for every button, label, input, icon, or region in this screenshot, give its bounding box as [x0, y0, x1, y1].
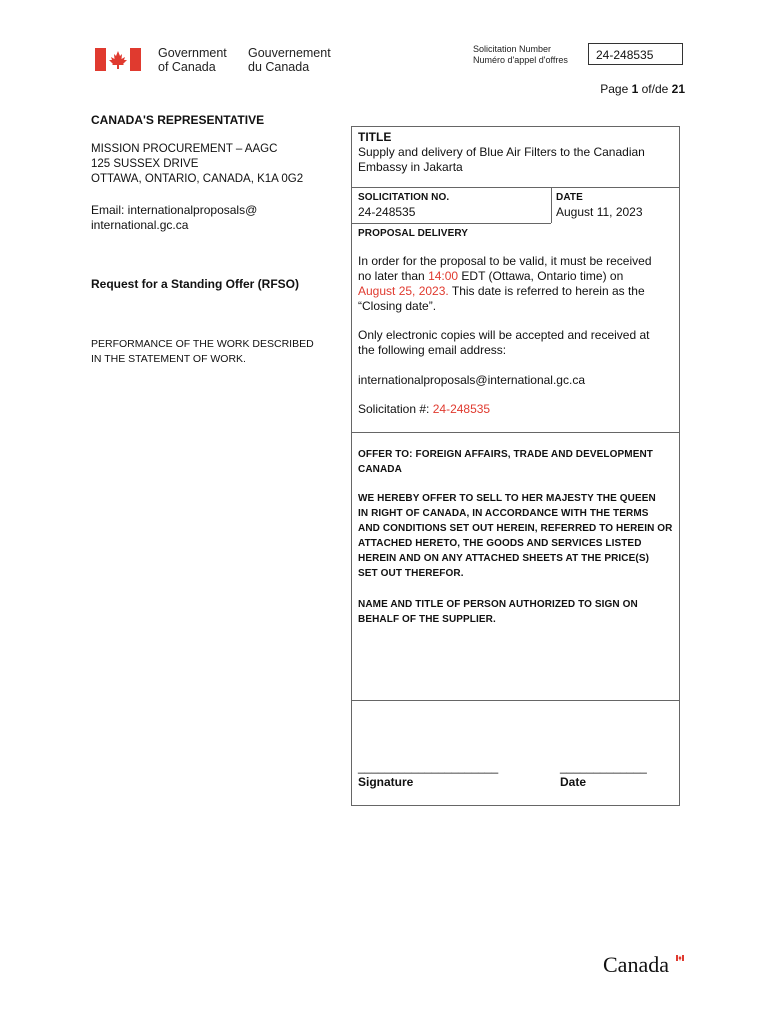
canada-flag-icon	[95, 48, 141, 71]
offer-line1: OFFER TO: FOREIGN AFFAIRS, TRADE AND DEVELOPMENT	[358, 449, 653, 460]
date-value: August 11, 2023	[556, 205, 643, 219]
date-line: _____________	[560, 760, 647, 774]
divider-title	[352, 187, 679, 188]
divider-solno	[352, 223, 551, 224]
offer-statement	[358, 491, 672, 581]
signature-date-label: Date	[560, 775, 587, 789]
delivery-line3	[358, 284, 676, 299]
address-line2: 125 SUSSEX DRIVE	[91, 158, 199, 170]
email-line1: Email: internationalproposals@	[91, 203, 258, 217]
page-total: 21	[671, 82, 685, 96]
signature-line: _____________________	[358, 760, 499, 774]
closing-date: August 25, 2023.	[358, 284, 449, 298]
solicitation-no-value: 24-248535	[358, 205, 416, 219]
page-mid: of/de	[638, 82, 672, 96]
authorized-line1: NAME AND TITLE OF PERSON AUTHORIZED TO SIGN ON	[358, 599, 638, 610]
submission-email[interactable]: internationalproposals@international.gc.ca	[358, 373, 585, 387]
page-current: 1	[631, 82, 639, 96]
signature-label: Signature	[358, 775, 414, 789]
email-line2: international.gc.ca	[91, 218, 189, 232]
wordmark-flag-icon	[676, 955, 684, 961]
solicitation-no-section	[358, 190, 449, 220]
solicitation-box	[351, 126, 680, 806]
offer-to	[358, 447, 653, 477]
gov-fr-line1: Gouvernement	[248, 46, 331, 60]
performance-note	[91, 337, 314, 367]
canada-wordmark: Canada	[603, 952, 669, 977]
title-label: TITLE	[358, 130, 392, 144]
title-line1: Supply and delivery of Blue Air Filters to the Canadian	[358, 145, 645, 159]
gov-en-line2: of Canada	[158, 60, 216, 74]
title-section	[358, 130, 645, 175]
offer-statement-line4: ATTACHED HERETO, THE GOODS AND SERVICES LISTED	[358, 538, 642, 549]
authorized-line2: BEHALF OF THE SUPPLIER.	[358, 614, 496, 625]
divider-date	[551, 187, 552, 223]
email-block	[91, 203, 257, 233]
divider-offer	[352, 432, 679, 433]
page-number	[560, 82, 685, 96]
title-line2: Embassy in Jakarta	[358, 160, 463, 174]
electronic-copies-note	[358, 328, 650, 358]
closing-time: 14:00	[428, 269, 459, 283]
solicitation-ref-label: Solicitation #:	[358, 402, 433, 416]
gov-fr-wordmark	[248, 46, 331, 74]
representative-heading: CANADA'S REPRESENTATIVE	[91, 113, 265, 127]
address-line3: OTTAWA, ONTARIO, CANADA, K1A 0G2	[91, 173, 304, 185]
gov-en-wordmark	[158, 46, 227, 74]
offer-statement-line1: WE HEREBY OFFER TO SELL TO HER MAJESTY THE QUEEN	[358, 493, 656, 504]
delivery-line3-rest: This date is referred to herein as the	[448, 284, 645, 298]
delivery-line1: In order for the proposal to be valid, it must be received	[358, 254, 652, 268]
solicitation-ref	[358, 402, 490, 417]
solicitation-number-box: 24-248535	[588, 43, 683, 65]
electronic-line2: the following email address:	[358, 343, 507, 357]
address-block	[91, 142, 303, 187]
performance-line2: IN THE STATEMENT OF WORK.	[91, 353, 246, 365]
delivery-instructions	[358, 254, 676, 314]
gov-fr-line2: du Canada	[248, 60, 310, 74]
offer-statement-line2: IN RIGHT OF CANADA, IN ACCORDANCE WITH THE TERMS	[358, 508, 649, 519]
solicitation-label-en: Solicitation Number	[473, 44, 552, 54]
date-section	[556, 190, 643, 220]
performance-line1: PERFORMANCE OF THE WORK DESCRIBED	[91, 338, 314, 350]
solicitation-no-label: SOLICITATION NO.	[358, 192, 450, 203]
rfso-title: Request for a Standing Offer (RFSO)	[91, 277, 300, 291]
proposal-delivery-label: PROPOSAL DELIVERY	[358, 228, 469, 239]
offer-statement-line3: AND CONDITIONS SET OUT HEREIN, REFERRED TO HEREIN OR	[358, 523, 673, 534]
solicitation-number-label	[473, 44, 568, 66]
delivery-line4: “Closing date”.	[358, 299, 437, 313]
offer-statement-line6: SET OUT THEREFOR.	[358, 568, 464, 579]
delivery-line2	[358, 269, 676, 284]
solicitation-ref-value: 24-248535	[432, 402, 491, 416]
date-label: DATE	[556, 192, 583, 203]
address-line1: MISSION PROCUREMENT – AAGC	[91, 143, 278, 155]
authorized-person	[358, 597, 638, 627]
delivery-line2-rest: EDT (Ottawa, Ontario time) on	[458, 269, 624, 283]
delivery-line2-text: no later than	[358, 269, 429, 283]
offer-line2: CANADA	[358, 464, 402, 475]
solicitation-label-fr: Numéro d'appel d'offres	[473, 55, 568, 65]
page-prefix: Page	[600, 82, 632, 96]
gov-en-line1: Government	[158, 46, 227, 60]
offer-statement-line5: HEREIN AND ON ANY ATTACHED SHEETS AT THE PRICE(S)	[358, 553, 650, 564]
electronic-line1: Only electronic copies will be accepted and received at	[358, 328, 650, 342]
divider-signature	[352, 700, 679, 701]
